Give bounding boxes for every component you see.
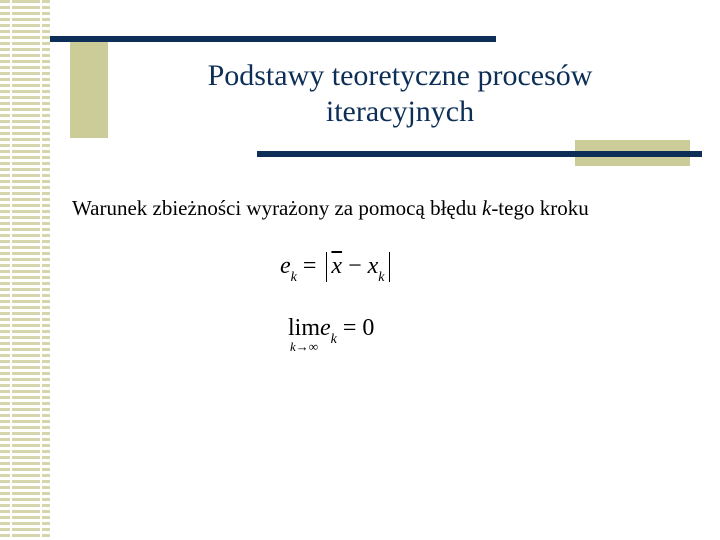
abs-bar-right [389, 252, 390, 282]
title-rule-bottom [257, 151, 702, 157]
limit-operator [288, 314, 320, 353]
body-variable: k [481, 196, 492, 220]
limit-word: lim [288, 315, 321, 341]
stripe-divider [10, 0, 12, 540]
abs-bar-left [326, 252, 327, 282]
formula-equals: = [296, 253, 323, 279]
slide-title-line-2: iteracyjnych [325, 95, 475, 128]
slide-title [140, 58, 660, 130]
slide-body-text [72, 195, 712, 221]
formula-x-bar: $\overline{x}$ [331, 253, 343, 279]
formula-e: e [280, 253, 291, 279]
formula-equals-zero: = 0 [336, 315, 375, 341]
stripe-divider [40, 0, 42, 540]
formula-e-subscript: k [330, 332, 337, 347]
accent-block-top [70, 40, 108, 138]
formula-e: e [320, 315, 331, 341]
formula-minus: − [342, 253, 368, 279]
error-formula [280, 252, 394, 284]
formula-x-subscript: k [378, 270, 385, 285]
body-suffix: -tego kroku [491, 196, 589, 220]
limit-formula [288, 314, 374, 353]
slide-title-line-1: Podstawy teoretyczne procesów [207, 59, 593, 92]
formula-e-subscript: k [290, 270, 297, 285]
decorative-stripe-margin [0, 0, 50, 540]
body-prefix: Warunek zbieżności wyrażony za pomocą błędu [72, 196, 482, 220]
title-rule-top [50, 36, 496, 42]
limit-subscript: k→∞ [289, 339, 319, 354]
formula-x: x [367, 253, 379, 279]
